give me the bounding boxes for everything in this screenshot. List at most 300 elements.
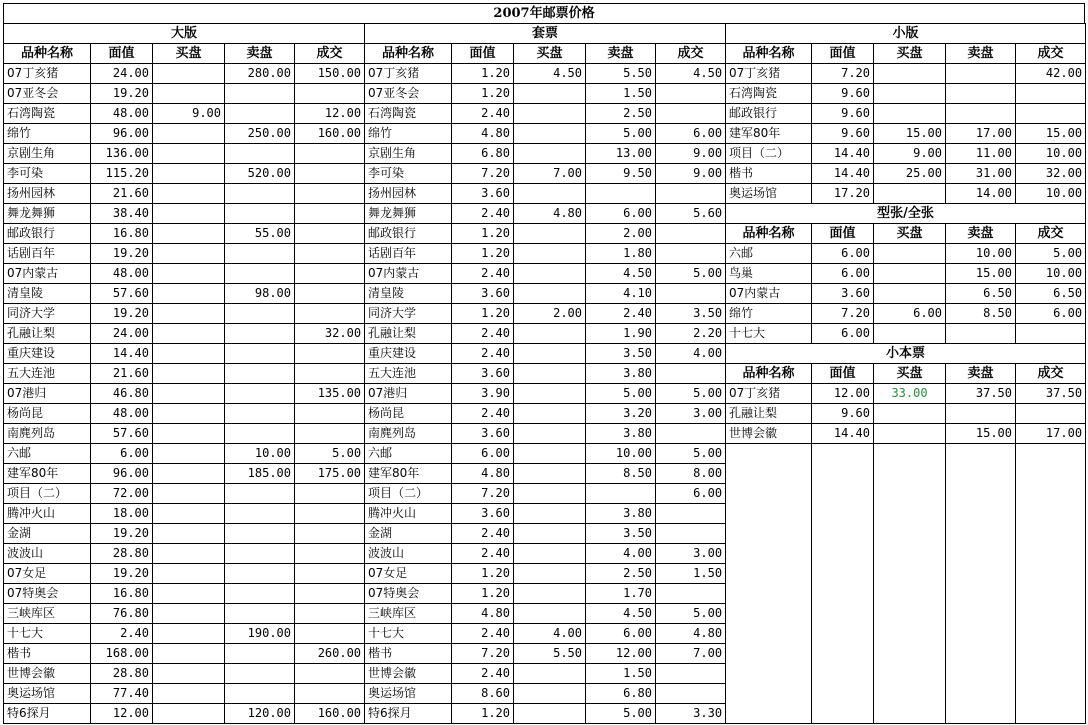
- table-row: [365, 504, 726, 524]
- deal-cell: [295, 664, 365, 684]
- name-cell: 金湖: [365, 524, 452, 544]
- bid-cell: [514, 704, 586, 724]
- ask-cell: [946, 324, 1016, 344]
- column-header: 品种名称: [4, 44, 91, 64]
- empty-row: [726, 504, 1086, 524]
- deal-cell: [295, 544, 365, 564]
- deal-cell: 6.00: [656, 484, 726, 504]
- ask-cell: [225, 364, 295, 384]
- column-header: 品种名称: [365, 44, 452, 64]
- table-row: [4, 644, 365, 664]
- bid-cell: [874, 64, 946, 84]
- bid-cell: 4.50: [514, 64, 586, 84]
- table-row: [365, 384, 726, 404]
- column-header: 面值: [452, 44, 514, 64]
- table-row: [4, 424, 365, 444]
- empty-cell: [1016, 644, 1086, 664]
- face-value-cell: 7.20: [812, 304, 874, 324]
- empty-cell: [1016, 484, 1086, 504]
- bid-cell: [874, 84, 946, 104]
- deal-cell: 12.00: [295, 104, 365, 124]
- section-title: 型张/全张: [726, 204, 1086, 224]
- ask-cell: 15.00: [946, 424, 1016, 444]
- bid-cell: [874, 244, 946, 264]
- bid-cell: 7.00: [514, 164, 586, 184]
- column-header: 卖盘: [946, 364, 1016, 384]
- deal-cell: 5.00: [656, 264, 726, 284]
- deal-cell: 10.00: [1016, 264, 1086, 284]
- table-row: [4, 364, 365, 384]
- bid-cell: [153, 144, 225, 164]
- bid-cell: 33.00: [874, 384, 946, 404]
- bid-cell: [153, 364, 225, 384]
- table-row: [726, 104, 1086, 124]
- table-row: [4, 504, 365, 524]
- bid-cell: [514, 344, 586, 364]
- empty-row: [726, 644, 1086, 664]
- table-row: [726, 84, 1086, 104]
- name-cell: 07港归: [365, 384, 452, 404]
- deal-cell: [295, 224, 365, 244]
- face-value-cell: 2.40: [452, 324, 514, 344]
- column-header: 面值: [812, 224, 874, 244]
- deal-cell: 3.30: [656, 704, 726, 724]
- face-value-cell: 2.40: [452, 264, 514, 284]
- name-cell: 楷书: [726, 164, 812, 184]
- deal-cell: [656, 284, 726, 304]
- empty-cell: [726, 504, 812, 524]
- ask-cell: [586, 184, 656, 204]
- table-row: [365, 404, 726, 424]
- empty-cell: [726, 544, 812, 564]
- column-header: 买盘: [874, 364, 946, 384]
- bid-cell: [514, 484, 586, 504]
- column-header: 品种名称: [726, 364, 812, 384]
- table-row: [4, 604, 365, 624]
- ask-cell: 2.50: [586, 104, 656, 124]
- bid-cell: [153, 164, 225, 184]
- empty-cell: [1016, 684, 1086, 704]
- table-row: [365, 464, 726, 484]
- name-cell: 五大连池: [4, 364, 91, 384]
- empty-cell: [726, 664, 812, 684]
- ask-cell: [225, 184, 295, 204]
- face-value-cell: 48.00: [91, 104, 153, 124]
- table-row: [726, 404, 1086, 424]
- face-value-cell: 6.00: [812, 264, 874, 284]
- table-row: [726, 264, 1086, 284]
- deal-cell: [656, 184, 726, 204]
- table-row: [4, 204, 365, 224]
- bid-cell: [153, 404, 225, 424]
- empty-cell: [812, 464, 874, 484]
- empty-cell: [1016, 444, 1086, 464]
- bid-cell: [153, 384, 225, 404]
- name-cell: 十七大: [4, 624, 91, 644]
- column-header: 买盘: [153, 44, 225, 64]
- face-value-cell: 14.40: [812, 164, 874, 184]
- empty-cell: [812, 584, 874, 604]
- table-row: [4, 324, 365, 344]
- deal-cell: [656, 104, 726, 124]
- table-row: [365, 644, 726, 664]
- ask-cell: 17.00: [946, 124, 1016, 144]
- table-row: [365, 344, 726, 364]
- column-header: 成交: [1016, 224, 1086, 244]
- ask-cell: 6.50: [946, 284, 1016, 304]
- table-row: [365, 544, 726, 564]
- face-value-cell: 2.40: [452, 204, 514, 224]
- ask-cell: 280.00: [225, 64, 295, 84]
- empty-cell: [812, 604, 874, 624]
- name-cell: 京剧生角: [4, 144, 91, 164]
- ask-cell: 5.00: [586, 704, 656, 724]
- empty-cell: [946, 524, 1016, 544]
- ask-cell: [225, 664, 295, 684]
- column-header: 卖盘: [946, 44, 1016, 64]
- ask-cell: [225, 84, 295, 104]
- face-value-cell: 2.40: [452, 524, 514, 544]
- table-row: [365, 624, 726, 644]
- table-row: [4, 304, 365, 324]
- table-row: [4, 664, 365, 684]
- name-cell: 清皇陵: [365, 284, 452, 304]
- empty-cell: [874, 664, 946, 684]
- ask-cell: 13.00: [586, 144, 656, 164]
- table-row: [726, 184, 1086, 204]
- ask-cell: [225, 584, 295, 604]
- deal-cell: 8.00: [656, 464, 726, 484]
- name-cell: 绵竹: [4, 124, 91, 144]
- face-value-cell: 4.80: [452, 464, 514, 484]
- ask-cell: 5.00: [586, 384, 656, 404]
- column-header: 成交: [295, 44, 365, 64]
- deal-cell: [295, 204, 365, 224]
- empty-cell: [874, 524, 946, 544]
- empty-cell: [946, 664, 1016, 684]
- deal-cell: [295, 84, 365, 104]
- name-cell: 京剧生角: [365, 144, 452, 164]
- face-value-cell: 8.60: [452, 684, 514, 704]
- empty-cell: [1016, 584, 1086, 604]
- table-row: [365, 704, 726, 724]
- column-header: 卖盘: [586, 44, 656, 64]
- deal-cell: 32.00: [1016, 164, 1086, 184]
- empty-row: [726, 604, 1086, 624]
- name-cell: 07丁亥猪: [726, 64, 812, 84]
- table-taopiao: [364, 23, 726, 724]
- deal-cell: [656, 364, 726, 384]
- face-value-cell: 115.20: [91, 164, 153, 184]
- bid-cell: [153, 584, 225, 604]
- empty-cell: [726, 564, 812, 584]
- name-cell: 腾冲火山: [4, 504, 91, 524]
- name-cell: 07丁亥猪: [4, 64, 91, 84]
- name-cell: 波波山: [365, 544, 452, 564]
- deal-cell: 260.00: [295, 644, 365, 664]
- face-value-cell: 19.20: [91, 564, 153, 584]
- ask-cell: [946, 84, 1016, 104]
- ask-cell: 1.90: [586, 324, 656, 344]
- table-row: [4, 164, 365, 184]
- bid-cell: [153, 704, 225, 724]
- table-row: [726, 284, 1086, 304]
- empty-row: [726, 444, 1086, 464]
- empty-cell: [874, 584, 946, 604]
- ask-cell: 37.50: [946, 384, 1016, 404]
- bid-cell: 15.00: [874, 124, 946, 144]
- ask-cell: 3.50: [586, 344, 656, 364]
- bid-cell: [514, 664, 586, 684]
- name-cell: 邮政银行: [4, 224, 91, 244]
- name-cell: 07特奥会: [365, 584, 452, 604]
- empty-cell: [874, 464, 946, 484]
- bid-cell: [153, 264, 225, 284]
- column-header: 成交: [656, 44, 726, 64]
- deal-cell: [656, 424, 726, 444]
- ask-cell: 4.10: [586, 284, 656, 304]
- name-cell: 特6探月: [4, 704, 91, 724]
- ask-cell: 5.50: [586, 64, 656, 84]
- deal-cell: 6.50: [1016, 284, 1086, 304]
- bid-cell: 9.00: [874, 144, 946, 164]
- empty-cell: [874, 624, 946, 644]
- empty-cell: [874, 444, 946, 464]
- ask-cell: [946, 64, 1016, 84]
- column-header: 卖盘: [946, 224, 1016, 244]
- table-row: [726, 164, 1086, 184]
- ask-cell: [225, 604, 295, 624]
- face-value-cell: 2.40: [452, 104, 514, 124]
- ask-cell: 11.00: [946, 144, 1016, 164]
- deal-cell: 135.00: [295, 384, 365, 404]
- empty-row: [726, 524, 1086, 544]
- empty-row: [726, 464, 1086, 484]
- ask-cell: [225, 544, 295, 564]
- deal-cell: 10.00: [1016, 184, 1086, 204]
- empty-cell: [1016, 664, 1086, 684]
- bid-cell: [514, 284, 586, 304]
- section-header-row: [365, 24, 726, 44]
- column-header: 面值: [91, 44, 153, 64]
- name-cell: 十七大: [365, 624, 452, 644]
- face-value-cell: 4.80: [452, 604, 514, 624]
- face-value-cell: 7.20: [812, 64, 874, 84]
- bid-cell: [514, 364, 586, 384]
- deal-cell: [295, 484, 365, 504]
- ask-cell: 8.50: [586, 464, 656, 484]
- ask-cell: 55.00: [225, 224, 295, 244]
- table-row: [365, 664, 726, 684]
- name-cell: 07丁亥猪: [726, 384, 812, 404]
- bid-cell: [153, 644, 225, 664]
- ask-cell: 4.50: [586, 264, 656, 284]
- name-cell: 石湾陶瓷: [365, 104, 452, 124]
- deal-cell: 7.00: [656, 644, 726, 664]
- name-cell: 十七大: [726, 324, 812, 344]
- deal-cell: [295, 184, 365, 204]
- deal-cell: [295, 524, 365, 544]
- empty-row: [726, 664, 1086, 684]
- empty-row: [726, 704, 1086, 724]
- name-cell: 五大连池: [365, 364, 452, 384]
- face-value-cell: 136.00: [91, 144, 153, 164]
- table-row: [365, 424, 726, 444]
- empty-cell: [946, 644, 1016, 664]
- table-row: [4, 264, 365, 284]
- face-value-cell: 1.20: [452, 584, 514, 604]
- name-cell: 杨尚昆: [365, 404, 452, 424]
- bid-cell: [874, 264, 946, 284]
- bid-cell: [874, 424, 946, 444]
- bid-cell: [153, 444, 225, 464]
- bid-cell: [874, 324, 946, 344]
- deal-cell: 3.00: [656, 544, 726, 564]
- face-value-cell: 46.80: [91, 384, 153, 404]
- section-title: 小版: [726, 24, 1086, 44]
- empty-cell: [946, 444, 1016, 464]
- ask-cell: 3.80: [586, 424, 656, 444]
- deal-cell: [656, 524, 726, 544]
- deal-cell: 5.00: [295, 444, 365, 464]
- table-row: [726, 384, 1086, 404]
- bid-cell: [153, 604, 225, 624]
- ask-cell: [225, 524, 295, 544]
- face-value-cell: 6.00: [452, 444, 514, 464]
- face-value-cell: 28.80: [91, 544, 153, 564]
- deal-cell: 5.00: [1016, 244, 1086, 264]
- ask-cell: [946, 404, 1016, 424]
- empty-cell: [726, 704, 812, 724]
- table-row: [365, 104, 726, 124]
- face-value-cell: 2.40: [452, 544, 514, 564]
- face-value-cell: 1.20: [452, 304, 514, 324]
- name-cell: 南麂列岛: [4, 424, 91, 444]
- deal-cell: [1016, 324, 1086, 344]
- bid-cell: [153, 124, 225, 144]
- face-value-cell: 96.00: [91, 124, 153, 144]
- deal-cell: [295, 304, 365, 324]
- bid-cell: [514, 144, 586, 164]
- table-row: [4, 64, 365, 84]
- ask-cell: 5.00: [586, 124, 656, 144]
- bid-cell: [153, 664, 225, 684]
- name-cell: 07港归: [4, 384, 91, 404]
- ask-cell: 185.00: [225, 464, 295, 484]
- table-row: [365, 284, 726, 304]
- empty-cell: [726, 444, 812, 464]
- column-header: 卖盘: [225, 44, 295, 64]
- name-cell: 石湾陶瓷: [4, 104, 91, 124]
- deal-cell: [656, 84, 726, 104]
- name-cell: 项目（二）: [365, 484, 452, 504]
- table-row: [365, 184, 726, 204]
- face-value-cell: 24.00: [91, 324, 153, 344]
- name-cell: 07女足: [365, 564, 452, 584]
- bid-cell: [153, 564, 225, 584]
- bid-cell: [514, 224, 586, 244]
- bid-cell: [514, 124, 586, 144]
- name-cell: 六邮: [4, 444, 91, 464]
- empty-row: [726, 564, 1086, 584]
- table-row: [4, 344, 365, 364]
- table-row: [4, 444, 365, 464]
- name-cell: 清皇陵: [4, 284, 91, 304]
- table-row: [4, 244, 365, 264]
- ask-cell: [225, 564, 295, 584]
- face-value-cell: 2.40: [452, 344, 514, 364]
- face-value-cell: 9.60: [812, 124, 874, 144]
- table-row: [4, 564, 365, 584]
- deal-cell: [656, 504, 726, 524]
- table-row: [365, 444, 726, 464]
- deal-cell: 4.80: [656, 624, 726, 644]
- bid-cell: [514, 464, 586, 484]
- empty-row: [726, 584, 1086, 604]
- table-row: [4, 524, 365, 544]
- face-value-cell: 16.80: [91, 224, 153, 244]
- ask-cell: 10.00: [586, 444, 656, 464]
- table-row: [365, 584, 726, 604]
- face-value-cell: 77.40: [91, 684, 153, 704]
- face-value-cell: 2.40: [452, 664, 514, 684]
- deal-cell: 9.00: [656, 164, 726, 184]
- empty-cell: [946, 484, 1016, 504]
- bid-cell: [153, 344, 225, 364]
- bid-cell: [514, 684, 586, 704]
- name-cell: 舞龙舞狮: [4, 204, 91, 224]
- deal-cell: [295, 424, 365, 444]
- name-cell: 三峡库区: [365, 604, 452, 624]
- table-row: [726, 304, 1086, 324]
- name-cell: 世博会徽: [726, 424, 812, 444]
- empty-cell: [812, 664, 874, 684]
- empty-cell: [726, 604, 812, 624]
- bid-cell: [153, 484, 225, 504]
- empty-row: [726, 624, 1086, 644]
- face-value-cell: 2.40: [91, 624, 153, 644]
- deal-cell: [656, 244, 726, 264]
- table-row: [4, 224, 365, 244]
- empty-cell: [946, 684, 1016, 704]
- table-row: [4, 624, 365, 644]
- deal-cell: 17.00: [1016, 424, 1086, 444]
- name-cell: 奥运场馆: [4, 684, 91, 704]
- deal-cell: 160.00: [295, 124, 365, 144]
- ask-cell: 520.00: [225, 164, 295, 184]
- deal-cell: [295, 504, 365, 524]
- ask-cell: 250.00: [225, 124, 295, 144]
- column-header-row: [726, 224, 1086, 244]
- ask-cell: 31.00: [946, 164, 1016, 184]
- table-row: [365, 364, 726, 384]
- bid-cell: [874, 284, 946, 304]
- section-header-row: [726, 344, 1086, 364]
- name-cell: 金湖: [4, 524, 91, 544]
- table-row: [4, 544, 365, 564]
- empty-cell: [812, 684, 874, 704]
- column-header-row: [726, 44, 1086, 64]
- deal-cell: [295, 344, 365, 364]
- section-title: 小本票: [726, 344, 1086, 364]
- name-cell: 鸟巢: [726, 264, 812, 284]
- deal-cell: 2.20: [656, 324, 726, 344]
- table-daban: [3, 23, 365, 724]
- bid-cell: [514, 184, 586, 204]
- name-cell: 舞龙舞狮: [365, 204, 452, 224]
- deal-cell: [295, 364, 365, 384]
- face-value-cell: 38.40: [91, 204, 153, 224]
